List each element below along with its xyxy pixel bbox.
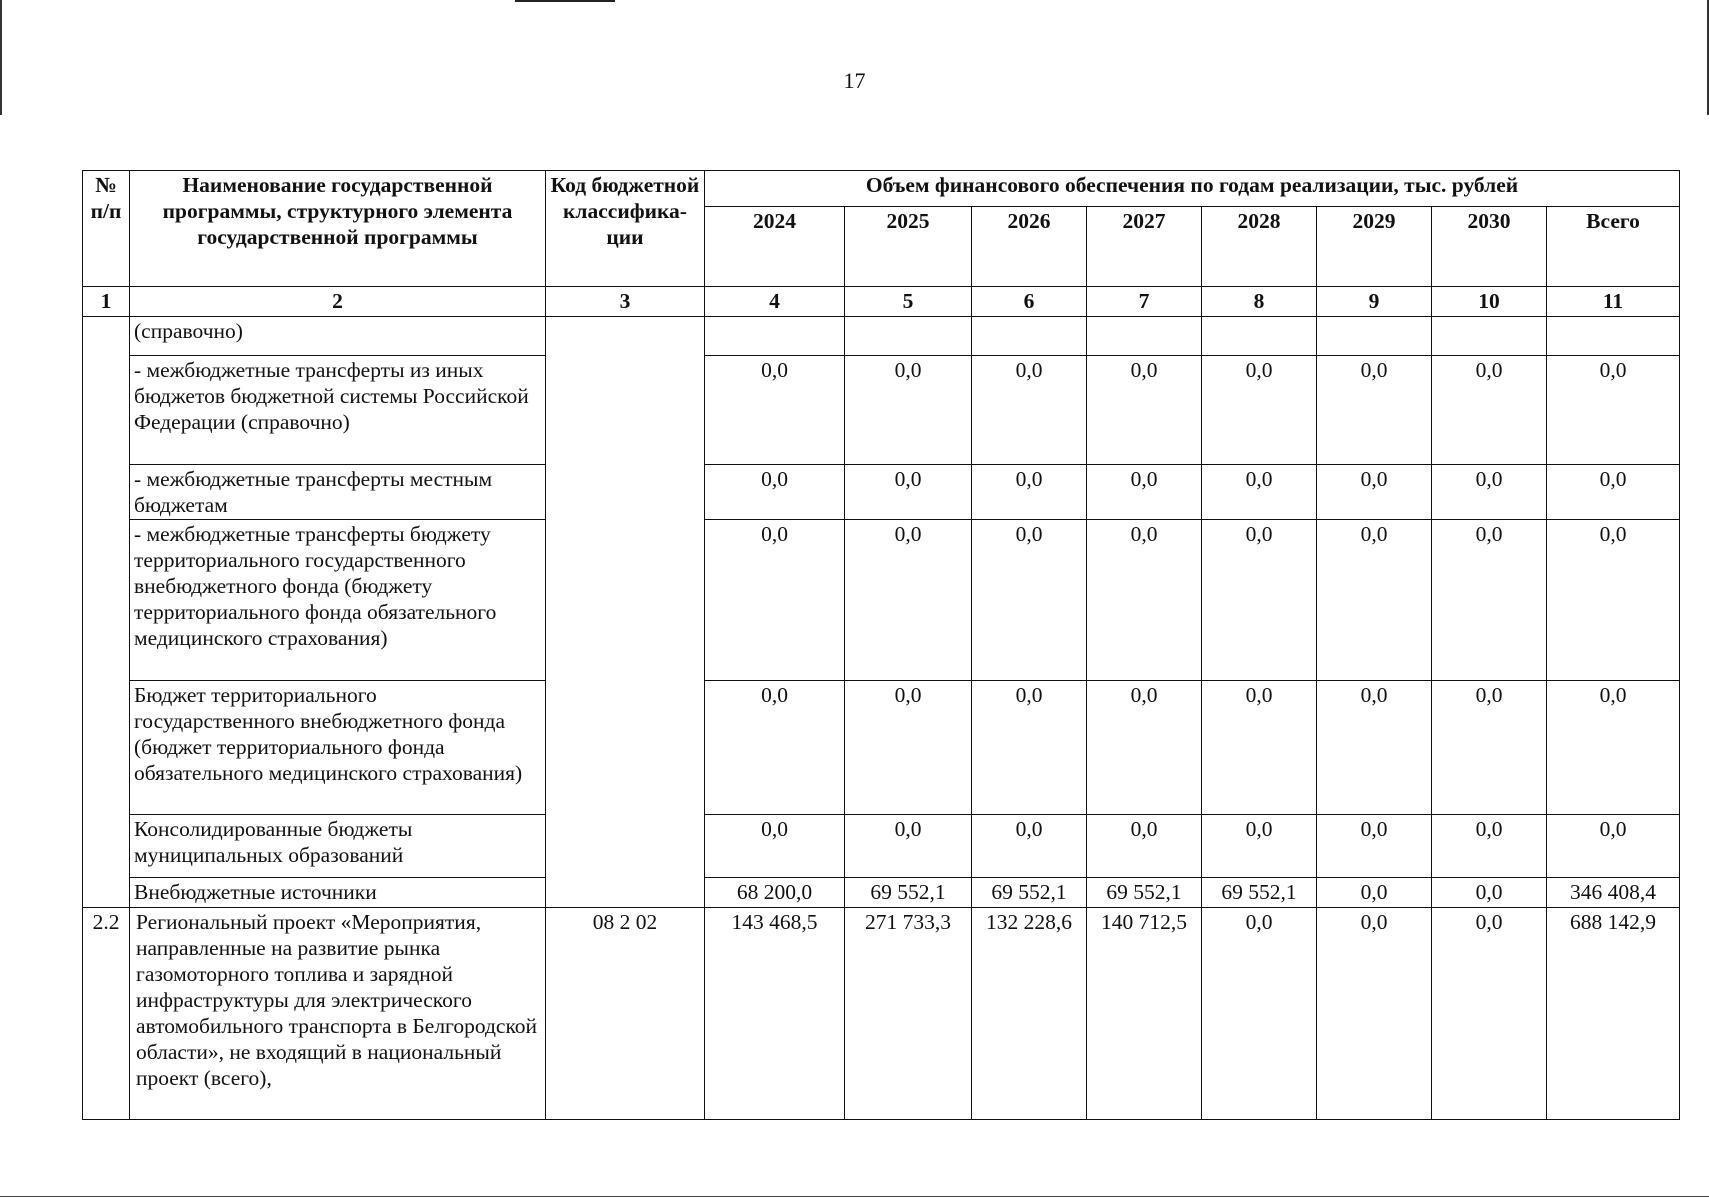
row-value: 0,0 [1432, 878, 1547, 908]
row-value [1087, 317, 1202, 356]
column-number: 11 [1547, 287, 1680, 317]
header-year: 2025 [845, 207, 972, 287]
row-value: 140 712,5 [1087, 908, 1202, 1120]
header-num: № п/п [83, 171, 130, 287]
table-row [83, 356, 1680, 465]
row-value: 0,0 [1317, 465, 1432, 520]
row-value: 0,0 [1087, 681, 1202, 815]
row-name: - межбюджетные трансферты бюджету территориального государственного внебюджетного фонда (бюджету территориального фонда обязательного медицинского страхования) [130, 520, 546, 681]
row-name: Внебюджетные источники [130, 878, 546, 908]
row-value: 0,0 [1087, 520, 1202, 681]
financing-table [82, 170, 1680, 1120]
row-value [705, 317, 845, 356]
row-value: 0,0 [1317, 520, 1432, 681]
row-value: 0,0 [845, 465, 972, 520]
row-value: 0,0 [705, 356, 845, 465]
scan-artifact-top [515, 0, 615, 2]
row-name: (справочно) [130, 317, 546, 356]
row-value: 0,0 [845, 520, 972, 681]
row-num-cell [83, 317, 130, 908]
row-value [1547, 317, 1680, 356]
column-number: 1 [83, 287, 130, 317]
row-value: 0,0 [1547, 520, 1680, 681]
scan-artifact-bottom [0, 1196, 1709, 1197]
header-code: Код бюджетной классифика-ции [546, 171, 705, 287]
row-value: 346 408,4 [1547, 878, 1680, 908]
row-value: 69 552,1 [972, 878, 1087, 908]
row-value: 0,0 [1547, 681, 1680, 815]
row-value: 0,0 [1202, 520, 1317, 681]
table-row [83, 465, 1680, 520]
header-year: 2030 [1432, 207, 1547, 287]
table-row [83, 520, 1680, 681]
row-value: 0,0 [1432, 465, 1547, 520]
column-number: 7 [1087, 287, 1202, 317]
row-value: 0,0 [845, 815, 972, 878]
row-value: 0,0 [1432, 908, 1547, 1120]
column-number: 9 [1317, 287, 1432, 317]
row-value: 0,0 [1432, 815, 1547, 878]
row-value: 0,0 [1202, 465, 1317, 520]
scan-artifact-left [0, 0, 2, 115]
row-value: 69 552,1 [1202, 878, 1317, 908]
row-value: 143 468,5 [705, 908, 845, 1120]
row-value: 0,0 [1087, 356, 1202, 465]
row-value: 0,0 [1317, 681, 1432, 815]
row-value: 68 200,0 [705, 878, 845, 908]
row-value: 0,0 [972, 681, 1087, 815]
column-number: 4 [705, 287, 845, 317]
column-number-row [83, 287, 1680, 317]
row-name: Региональный проект «Мероприятия, направленные на развитие рынка газомоторного топлива и зарядной инфраструктуры для электрического автомобильного транспорта в Белгородской области», не входящий в национальный проект (всего), [130, 908, 546, 1120]
header-year: 2029 [1317, 207, 1432, 287]
row-value: 0,0 [1317, 356, 1432, 465]
column-number: 2 [130, 287, 546, 317]
column-number: 5 [845, 287, 972, 317]
row-value: 0,0 [1547, 356, 1680, 465]
row-value: 0,0 [845, 681, 972, 815]
row-value [845, 317, 972, 356]
header-name: Наименование государственной программы, структурного элемента государственной программы [130, 171, 546, 287]
column-number: 3 [546, 287, 705, 317]
row-value [1202, 317, 1317, 356]
row-value: 0,0 [1432, 681, 1547, 815]
header-year: 2027 [1087, 207, 1202, 287]
header-year: 2026 [972, 207, 1087, 287]
table-row [83, 815, 1680, 878]
row-value: 0,0 [1202, 356, 1317, 465]
row-value: 0,0 [705, 815, 845, 878]
row-name: - межбюджетные трансферты из иных бюджетов бюджетной системы Российской Федерации (справочно) [130, 356, 546, 465]
row-value: 0,0 [1432, 520, 1547, 681]
header-year: 2028 [1202, 207, 1317, 287]
row-value: 0,0 [705, 681, 845, 815]
row-name: - межбюджетные трансферты местным бюджетам [130, 465, 546, 520]
row-value: 0,0 [845, 356, 972, 465]
row-value: 69 552,1 [1087, 878, 1202, 908]
header-volume: Объем финансового обеспечения по годам реализации, тыс. рублей [705, 171, 1680, 207]
column-number: 6 [972, 287, 1087, 317]
row-value: 132 228,6 [972, 908, 1087, 1120]
table-row [83, 908, 1680, 1120]
table-row [83, 878, 1680, 908]
row-value: 688 142,9 [1547, 908, 1680, 1120]
row-value: 0,0 [1202, 815, 1317, 878]
column-number: 8 [1202, 287, 1317, 317]
page-number: 17 [843, 68, 866, 93]
row-value: 0,0 [972, 520, 1087, 681]
row-value [972, 317, 1087, 356]
row-value: 0,0 [705, 520, 845, 681]
row-value [1317, 317, 1432, 356]
row-value [1432, 317, 1547, 356]
row-value: 0,0 [1087, 465, 1202, 520]
row-code-cell [546, 317, 705, 908]
row-value: 0,0 [1317, 908, 1432, 1120]
row-value: 0,0 [1547, 465, 1680, 520]
row-value: 0,0 [1202, 681, 1317, 815]
row-value: 0,0 [972, 465, 1087, 520]
header-total: Всего [1547, 207, 1680, 287]
row-code: 08 2 02 [546, 908, 705, 1120]
row-value: 0,0 [972, 815, 1087, 878]
row-value: 69 552,1 [845, 878, 972, 908]
row-num: 2.2 [83, 908, 130, 1120]
row-value: 0,0 [1087, 815, 1202, 878]
table-row [83, 317, 1680, 356]
column-number: 10 [1432, 287, 1547, 317]
row-value: 0,0 [1317, 815, 1432, 878]
row-value: 0,0 [1317, 878, 1432, 908]
row-name: Бюджет территориального государственного внебюджетного фонда (бюджет территориального фонда обязательного медицинского страхования) [130, 681, 546, 815]
table-row [83, 681, 1680, 815]
row-value: 0,0 [1202, 908, 1317, 1120]
header-row-1 [83, 171, 1680, 207]
row-name: Консолидированные бюджеты муниципальных образований [130, 815, 546, 878]
row-value: 0,0 [705, 465, 845, 520]
row-value: 0,0 [1547, 815, 1680, 878]
row-value: 0,0 [1432, 356, 1547, 465]
row-value: 0,0 [972, 356, 1087, 465]
header-year: 2024 [705, 207, 845, 287]
row-value: 271 733,3 [845, 908, 972, 1120]
